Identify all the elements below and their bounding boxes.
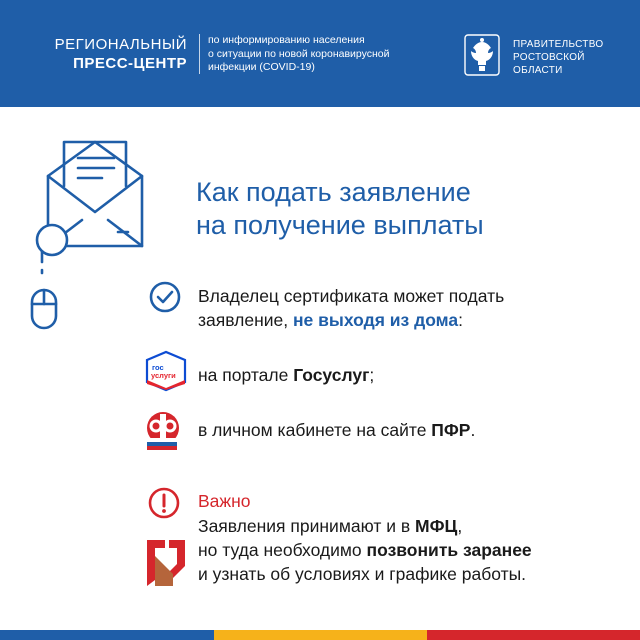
- important-line-2-prefix: но туда необходимо: [198, 540, 367, 560]
- gosuslugi-suffix: ;: [369, 365, 375, 385]
- header-divider: [199, 34, 200, 74]
- call-ahead-highlight: позвонить заранее: [366, 540, 532, 560]
- envelope-mouse-icon: [28, 128, 168, 358]
- owner-statement: [198, 284, 504, 332]
- gosuslugi-logo-bottom: услуги: [151, 371, 176, 380]
- press-center-brand: [0, 35, 187, 73]
- subtitle-line-2: о ситуации по новой коронавирусной: [208, 47, 390, 60]
- exclamation-circle-icon: [147, 486, 181, 520]
- important-statement: [198, 514, 532, 586]
- mfc-logo-icon: [143, 536, 189, 588]
- owner-highlight: не выходя из дома: [292, 310, 459, 330]
- gosuslugi-statement: [198, 363, 374, 387]
- gov-line-3: ОБЛАСТИ: [513, 65, 563, 76]
- brand-line-2: ПРЕСС-ЦЕНТР: [73, 55, 187, 72]
- important-label: Важно: [198, 491, 251, 511]
- stripe-blue: [0, 630, 214, 640]
- brand-line-1: РЕГИОНАЛЬНЫЙ: [54, 36, 187, 53]
- important-line-2: [198, 538, 532, 562]
- owner-line-2-prefix: заявление,: [198, 310, 293, 330]
- mfc-highlight: МФЦ: [415, 516, 458, 536]
- important-line-1-prefix: Заявления принимают и в: [198, 516, 415, 536]
- owner-line-2: [198, 308, 504, 332]
- stripe-yellow: [214, 630, 427, 640]
- check-circle-icon: [148, 280, 182, 314]
- press-center-subtitle: [208, 34, 443, 75]
- pfr-suffix: .: [470, 420, 476, 440]
- owner-line-2-suffix: :: [458, 310, 463, 330]
- gov-line-2: РОСТОВСКОЙ: [513, 52, 585, 63]
- coat-of-arms-icon: [464, 34, 500, 76]
- important-line-1: [198, 514, 532, 538]
- gosuslugi-logo-icon: [143, 350, 189, 392]
- important-line-1-suffix: ,: [457, 516, 463, 536]
- title-line-2: на получение выплаты: [196, 210, 484, 240]
- page-title: [196, 176, 484, 242]
- pfr-highlight: ПФР: [431, 420, 471, 440]
- pfr-statement: [198, 418, 475, 442]
- title-line-1: Как подать заявление: [196, 177, 471, 207]
- gosuslugi-prefix: на портале: [198, 365, 294, 385]
- stripe-red: [427, 630, 640, 640]
- gosuslugi-highlight: Госуслуг: [293, 365, 370, 385]
- pfr-prefix: в личном кабинете на сайте: [198, 420, 432, 440]
- gov-line-1: ПРАВИТЕЛЬСТВО: [513, 39, 604, 50]
- owner-line-1: Владелец сертификата может подать: [198, 286, 505, 306]
- header-bar: [0, 0, 640, 107]
- pfr-logo-icon: [143, 408, 189, 454]
- gosuslugi-logo-top: гос: [152, 363, 164, 372]
- important-line-3: и узнать об условиях и графике работы.: [198, 564, 527, 584]
- subtitle-line-1: по информированию населения: [208, 34, 365, 46]
- government-label: [513, 38, 603, 77]
- subtitle-line-3: инфекции (COVID-19): [208, 61, 315, 73]
